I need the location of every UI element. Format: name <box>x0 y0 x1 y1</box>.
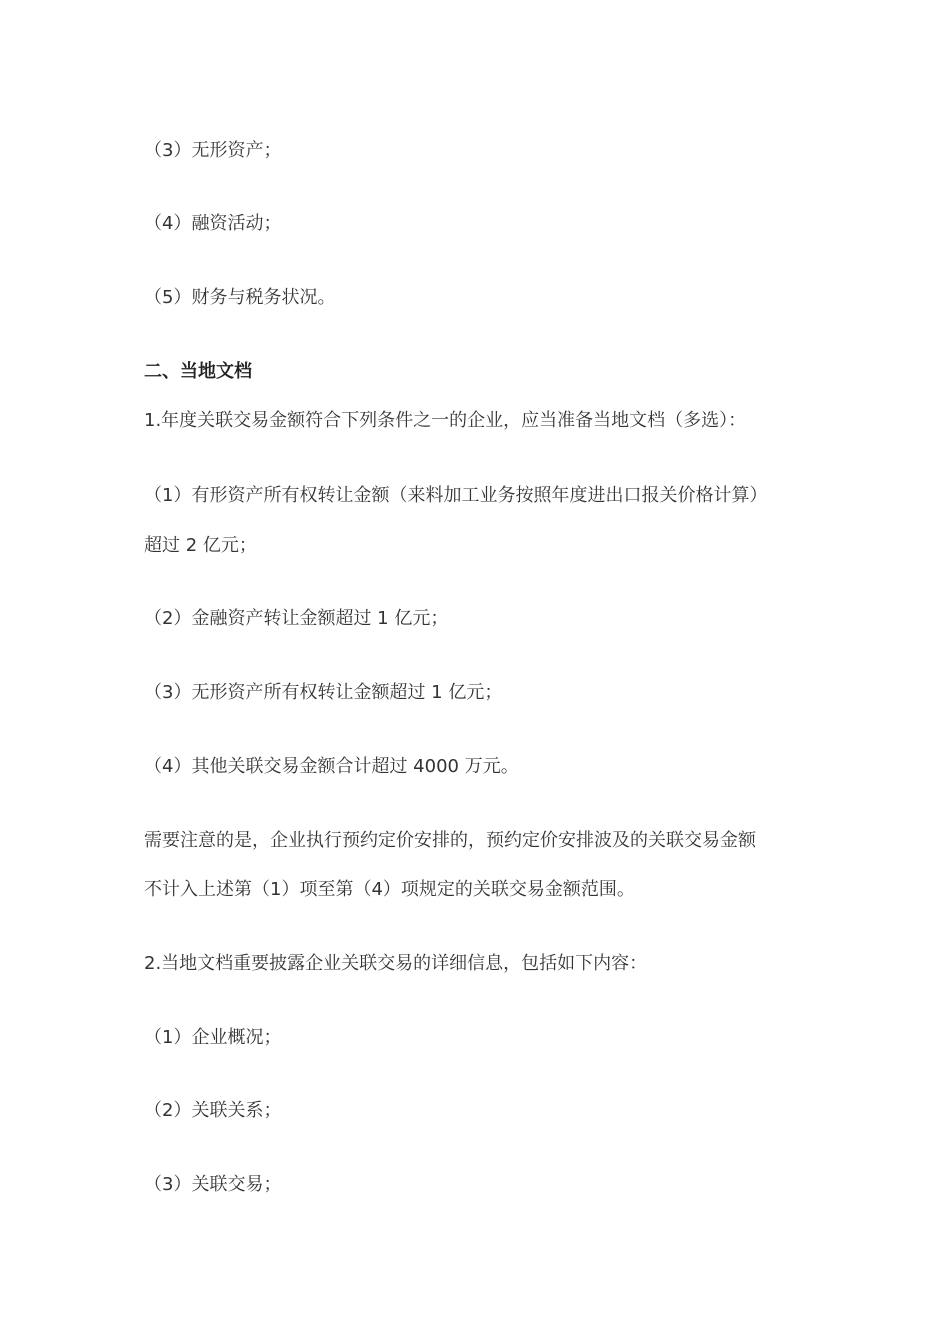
list-item-intangible-assets: （3）无形资产； <box>144 140 282 161</box>
list-item-intangible-transfer: （3）无形资产所有权转让金额超过 1 亿元； <box>144 682 503 703</box>
list-item-financing-activities: （4）融资活动； <box>144 213 282 234</box>
paragraph-note-cont: 不计入上述第（1）项至第（4）项规定的关联交易金额范围。 <box>144 879 635 900</box>
list-item-company-overview: （1）企业概况； <box>144 1027 282 1048</box>
paragraph-note: 需要注意的是，企业执行预约定价安排的，预约定价安排波及的关联交易金额 <box>144 830 756 851</box>
paragraph-local-file-conditions: 1.年度关联交易金额符合下列条件之一的企业，应当准备当地文档（多选）： <box>144 410 747 431</box>
list-item-financial-tax-status: （5）财务与税务状况。 <box>144 287 336 308</box>
section-heading-local-file: 二、当地文档 <box>144 361 252 382</box>
list-item-tangible-transfer: （1）有形资产所有权转让金额（来料加工业务按照年度进出口报关价格计算） <box>144 485 768 506</box>
list-item-financial-asset-transfer: （2）金融资产转让金额超过 1 亿元； <box>144 608 449 629</box>
list-item-other-transactions: （4）其他关联交易金额合计超过 4000 万元。 <box>144 756 519 777</box>
paragraph-disclosure-contents: 2.当地文档重要披露企业关联交易的详细信息，包括如下内容： <box>144 953 648 974</box>
list-item-related-transactions: （3）关联交易； <box>144 1174 282 1195</box>
list-item-tangible-transfer-cont: 超过 2 亿元； <box>144 535 257 556</box>
list-item-related-relationships: （2）关联关系； <box>144 1100 282 1121</box>
